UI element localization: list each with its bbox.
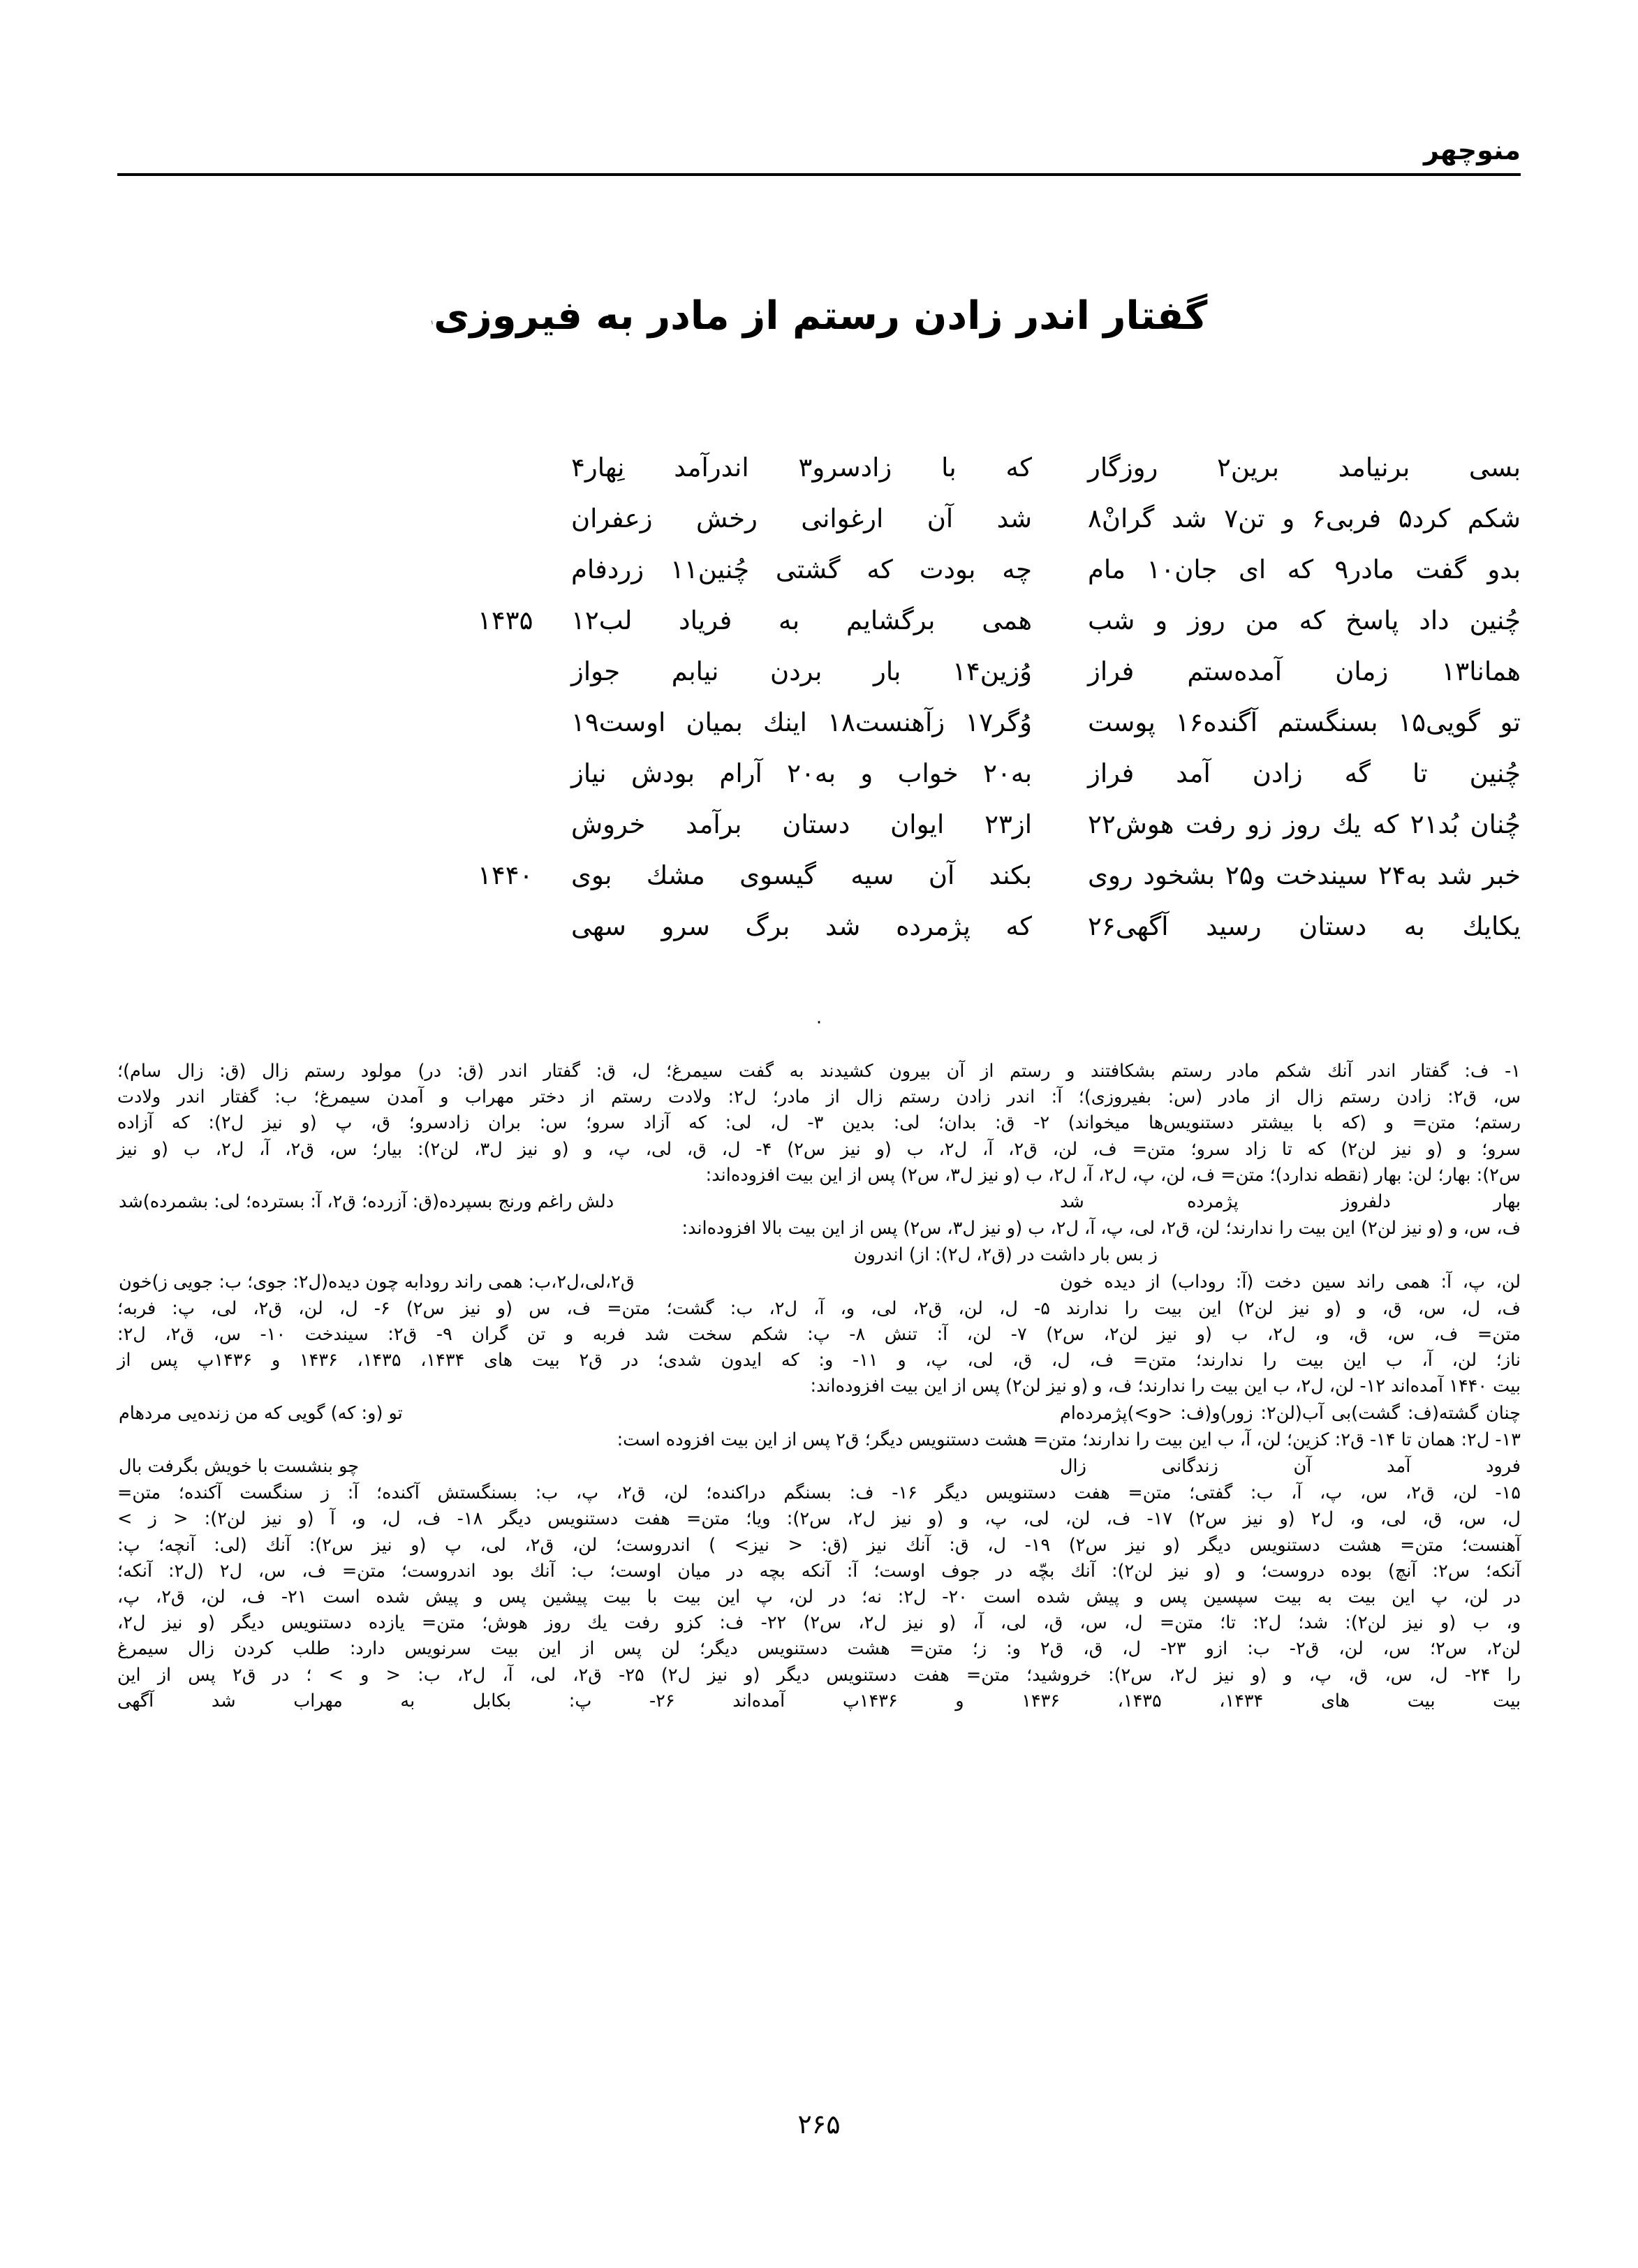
apparatus-line: لن۲، س۲؛ س، لن، ق۲- ب: ازو ۲۳- ل، ق، ق۲ و: ز؛ متن= هشت دستنویس دیگر؛ لن پس از این بیت سرنویس دارد: طلب كردن زال سیمرغ bbox=[117, 1638, 1521, 1660]
header-rule bbox=[117, 173, 1521, 176]
apparatus-line: ف، ل، س، ق، و (و نیز لن۲) این بیت را ندارند ۵- ل، لن، ق۲، لی، و، آ، ل۲، ب: گشت؛ متن= ف، س (و نیز س۲) ۶- ل، لن، ق۲، لی، پ: فربه؛ bbox=[117, 1297, 1521, 1319]
chapter-title-footnote-marker: ۱ bbox=[430, 318, 434, 326]
verse-number: ۱۴۴۰ bbox=[478, 860, 533, 890]
apparatus-line: را ۲۴- ل، س، ق، پ، و (و نیز ل۲، س۲): خروشید؛ متن= هفت دستنویس دیگر (و نیز ل۲) ۲۵- ق۲، لی، آ، ل۲، ب: < و > ؛ در ق۲ پس از این bbox=[117, 1664, 1521, 1686]
hemistich-first: چُنان بُد۲۱ كه یك روز زو رفت هوش۲۲ bbox=[1088, 809, 1521, 839]
hemistich-second: وُزین۱۴ بار بردن نیابم جواز bbox=[571, 656, 1032, 686]
apparatus-line: در لن، پ این بیت به بیت سپسین پس و پیش شده است ۲۰- ل۲: نه؛ در لن، پ این بیت با بیت پیشین پس و پیش شده است ۲۱- ف، لن، ق۲، پ، bbox=[117, 1586, 1521, 1608]
hemistich-second: وُگر۱۷ زآهنست۱۸ اینك بمیان اوست۱۹ bbox=[571, 707, 1032, 737]
apparatus-line: ناز؛ لن، آ، ب این بیت را ندارند؛ متن= ف، ل، ق، لی، پ، و ۱۱- و: كه ایدون شدی؛ در ق۲ بیت های ۱۴۳۴، ۱۴۳۵، ۱۴۳۶ و ۱۴۳۶پ پس از bbox=[117, 1350, 1521, 1371]
apparatus-line: بیت بیت های ۱۴۳۴، ۱۴۳۵، ۱۴۳۶ و ۱۴۳۶پ آمده‌اند ۲۶- پ: بكابل به مهراب شد آگهی bbox=[117, 1690, 1521, 1711]
running-header-title: منوچهر bbox=[1424, 135, 1521, 165]
apparatus-line: ل، س، ق، لی، و، ل۲ (و نیز س۲) ۱۷- ف، لن، لی، پ، و (و نیز ل۲، س۲): ویا؛ متن= هفت دستنویس دیگر ۱۸- ف، ل، و، آ (و نیز لن۲): < ز > bbox=[117, 1508, 1521, 1530]
apparatus-line: س، ق۲: زادن رستم زال از مادر (س: بفیروزی)؛ آ: اندر زادن رستم زال از مادر؛ ل۲: ولادت رستم از دختر مهراب و آمدن سیمرغ؛ ب: گفتار اندر ولادت bbox=[117, 1087, 1521, 1108]
verse-row bbox=[117, 911, 1521, 962]
hemistich-first: بسی برنیامد برین۲ روزگار bbox=[1088, 452, 1521, 483]
hemistich-first: یكایك به دستان رسید آگهی۲۶ bbox=[1088, 911, 1521, 941]
apparatus-quoted-verse bbox=[117, 1242, 1521, 1267]
apparatus-quoted-verse bbox=[117, 1401, 1521, 1426]
quoted-sigla-label: لن، پ، آ: bbox=[1440, 1271, 1521, 1293]
verse-row bbox=[117, 809, 1521, 860]
apparatus-line: س۲): بهار؛ لن: بهار (نقطه ندارد)؛ متن= ف، لن، پ، ل۲، آ، ل۲، ب (و نیز ل۳، س۲) پس از این بیت افزوده‌اند: bbox=[705, 1164, 1521, 1186]
hemistich-second: بكند آن سیه گیسوی مشك بوی bbox=[571, 860, 1032, 890]
hemistich-second: همی برگشایم به فریاد لب۱۲ bbox=[571, 605, 1032, 635]
apparatus-quoted-verse bbox=[117, 1189, 1521, 1214]
verse-block bbox=[117, 452, 1521, 962]
hemistich-second: که با زادسرو۳ اندرآمد نِهار۴ bbox=[571, 452, 1032, 483]
hemistich-second: شد آن ارغوانی رخش زعفران bbox=[571, 503, 1032, 533]
quoted-hemistich-text: همی راند سین دخت (آ: روداب) از دیده خون bbox=[1060, 1271, 1430, 1293]
hemistich-first: شكم كرد۵ فربی۶ و تن۷ شد گرانْ۸ bbox=[1088, 503, 1521, 533]
verse-row bbox=[117, 707, 1521, 758]
verse-row bbox=[117, 860, 1521, 911]
hemistich-second: به۲۰ خواب و به۲۰ آرام بودش نیاز bbox=[571, 758, 1032, 788]
quoted-variant-note: دلش راغم ورنج بسپرده(ق: آزرده؛ ق۲، آ: بسترده؛ لی: بشمرده)شد bbox=[119, 1191, 614, 1213]
apparatus-quoted-verse bbox=[117, 1269, 1521, 1295]
hemistich-first: همانا۱۳ زمان آمده‌ستم فراز bbox=[1088, 656, 1521, 686]
verse-row bbox=[117, 758, 1521, 809]
verse-row bbox=[117, 452, 1521, 503]
hemistich-first: بدو گفت مادر۹ كه ای جان۱۰ مام bbox=[1088, 554, 1521, 584]
apparatus-line: و، ب (و نیز لن۲): شد؛ ل۲: تا؛ متن= ل، س، ق، لی، آ، (و نیز ل۲، س۲) ۲۲- ف: كزو رفت یك روز هوش؛ متن= یازده دستنویس دیگر (و نیز ل۲، bbox=[117, 1612, 1521, 1634]
apparatus-line: متن= ف، س، ق، و، ل۲، ب (و نیز لن۲، س۲) ۷- لن، آ: تنش ۸- پ: شكم سخت شد فربه و تن گران ۹- ق۲: سیندخت ۱۰- س، ق۲، ل۲: bbox=[117, 1324, 1521, 1346]
hemistich-second: كه پژمرده شد برگ سرو سهی bbox=[571, 911, 1032, 941]
apparatus-line: ۱- ف: گفتار اندر آنك شكم مادر رستم بشكافتند و رستم از آن بیرون كشیدند به گفت سیمرغ؛ ل، ق: گفتار اندر (ق: در) مولود رستم زال (ق: زال سام)؛ bbox=[117, 1061, 1521, 1082]
hemistich-second: چه بودت كه گشتی چُنین۱۱ زردفام bbox=[571, 554, 1033, 584]
apparatus-line: ۱۳- ل۲: همان تا ۱۴- ق۲: كزین؛ لن، آ، ب این بیت را ندارند؛ متن= هشت دستنویس دیگر؛ ق۲ پس از این بیت افزوده است: bbox=[617, 1429, 1521, 1450]
apparatus-line: ف، س، و (و نیز لن۲) این بیت را ندارند؛ لن، ق۲، لی، پ، آ، ل۲، ب (و نیز ل۳، س۲) پس از این بیت بالا افزوده‌اند: bbox=[681, 1218, 1521, 1239]
chapter-title-text: گفتار اندر زادن رستم از مادر به فیروزی bbox=[434, 293, 1208, 339]
verse-row bbox=[117, 656, 1521, 707]
quoted-hemistich: چنان گشته(ف: گشت)بی آب(لن۲: زور)و(ف: <و>)پژمرده‌ام bbox=[1060, 1402, 1521, 1424]
apparatus-line: رستم؛ متن= و (كه با بیشتر دستنویس‌ها میخواند) ۲- ق: بدان؛ لی: بدین ۳- ل، لی: كه آزاد سرو؛ س: بران زادسرو؛ ق، پ (و نیز ل۲): كه آزاده bbox=[117, 1112, 1521, 1134]
hemistich-second: از۲۳ ایوان دستان برآمد خروش bbox=[571, 809, 1032, 839]
section-separator-dot: · bbox=[816, 1012, 822, 1033]
apparatus-quoted-verse bbox=[117, 1454, 1521, 1479]
hemistich-first: چُنین داد پاسخ كه من روز و شب bbox=[1088, 605, 1521, 635]
quoted-hemistich bbox=[1060, 1269, 1521, 1295]
apparatus-line: سرو؛ و (و نیز لن۲) كه تا زاد سرو؛ متن= ف، لن، ق۲، آ، ل۲، ب (و نیز س۲) ۴- ل، ق، لی، پ، و (و نیز ل۳، لن۲): بیار؛ س، ق۲، آ، ل۲، ب (و نیز bbox=[117, 1138, 1521, 1160]
apparatus-line: آنكه؛ س۲: آنچ) بوده دروست؛ و (و نیز لن۲): آنك بچّه در جوف اوست؛ آ: آنكه بچه در میان اوست؛ ب: آنك بود اندروست؛ متن= ف، س، ل۲ (ل۲: آنكه؛ bbox=[117, 1560, 1521, 1582]
chapter-title bbox=[0, 293, 1638, 339]
quoted-hemistich: ز بس بار داشت در (ق۲، ل۲): از) اندرون bbox=[853, 1244, 1158, 1266]
hemistich-first: تو گویی۱۵ بسنگستم آگنده۱۶ پوست bbox=[1088, 707, 1521, 737]
apparatus-line: آهنست؛ متن= هشت دستنویس دیگر (و نیز س۲) ۱۹- ل، ق: آنك نیز (ق: < نیز> ) اندروست؛ لن، ق۲، لی، پ (و نیز س۲): آنك (لی: آنچه؛ پ: bbox=[117, 1534, 1521, 1556]
running-header bbox=[117, 137, 1521, 176]
quoted-hemistich: فرود آمد آن زندگانی زال bbox=[1060, 1456, 1521, 1478]
hemistich-first: خبر شد به۲۴ سیندخت و۲۵ بشخود روی bbox=[1088, 860, 1521, 890]
apparatus-line: بیت ۱۴۴۰ آمده‌اند ۱۲- لن، ل۲، ب این بیت را ندارند؛ ف، و (و نیز لن۲) پس از این بیت افزوده‌اند: bbox=[810, 1376, 1521, 1397]
verse-row bbox=[117, 503, 1521, 554]
quoted-variant-note: چو بنشست با خویش بگرفت بال bbox=[119, 1456, 360, 1478]
apparatus-line: ۱۵- لن، ق۲، س، پ، آ، ب: گفتی؛ متن= هفت دستنویس دیگر ۱۶- ف: بسنگم دراكنده؛ لن، ق۲، پ، ب: بسنگستش آكنده؛ آ: ز سنگست آكنده؛ متن= bbox=[117, 1482, 1521, 1504]
quoted-hemistich: بهار دلفروز پژمرده شد bbox=[1060, 1191, 1521, 1213]
quoted-variant-note: تو (و: كه) گویی كه من زنده‌یی مردهام bbox=[119, 1402, 403, 1424]
verse-row bbox=[117, 554, 1521, 605]
hemistich-first: چُنین تا گه زادن آمد فراز bbox=[1088, 758, 1521, 788]
quoted-variant-note: ق۲،لی،ل۲،ب: همی راند رودابه چون دیده(ل۲: جوی؛ ب: جویی ز)خون bbox=[119, 1271, 635, 1293]
verse-number: ۱۴۳۵ bbox=[478, 605, 533, 635]
verse-row bbox=[117, 605, 1521, 656]
page-number: ۲۶۵ bbox=[797, 2109, 841, 2140]
critical-apparatus bbox=[117, 1059, 1521, 1714]
